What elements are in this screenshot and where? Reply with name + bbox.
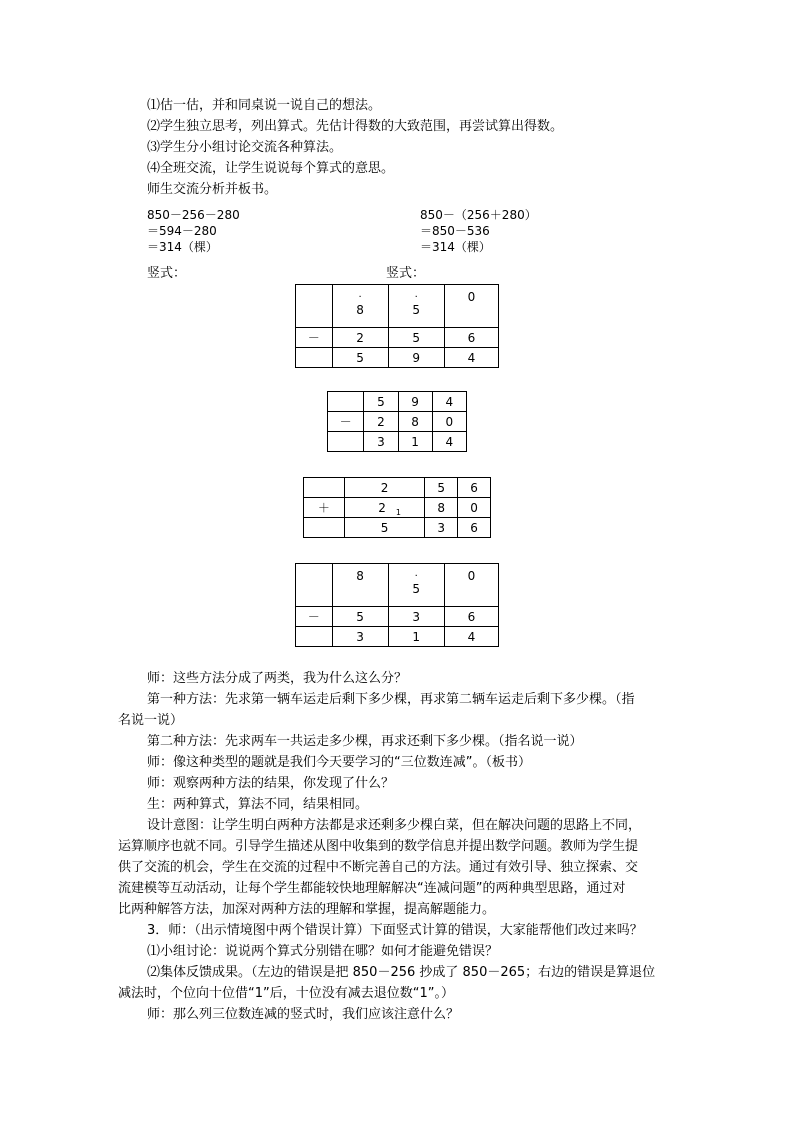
table-cell: 6 [444, 328, 498, 348]
vertical-calc-table-2 [327, 391, 467, 452]
table-cell: 5 [364, 392, 398, 412]
table-cell [296, 285, 333, 328]
table-cell [296, 564, 333, 607]
table-cell [304, 518, 345, 538]
table-cell: 5 [332, 348, 388, 368]
table-cell: 3 [388, 607, 444, 627]
table-cell: 6 [444, 607, 498, 627]
step-1: ⑴估一估，并和同桌说一说自己的想法。 [147, 98, 382, 113]
step-2: ⑵学生独立思考，列出算式。先估计得数的大致范围，再尝试算出得数。 [147, 119, 564, 134]
table-cell: 4 [432, 432, 466, 452]
calc-left-1: 850－256－280 [147, 208, 240, 222]
table-cell [328, 432, 364, 452]
table-cell: 0 [444, 564, 498, 607]
digit: 8 [356, 303, 364, 317]
para-7a: 设计意图：让学生明白两种方法都是求还剩多少棵白菜，但在解决问题的思路上不同， [147, 818, 642, 833]
step-4: ⑷全班交流，让学生说说每个算式的意思。 [147, 161, 395, 176]
table-cell: 2 [332, 328, 388, 348]
table-cell: 6 [458, 478, 491, 498]
para-5: 师：观察两种方法的结果，你发现了什么？ [147, 776, 395, 791]
calc-right-3: ＝314（棵） [420, 240, 491, 254]
table-cell [328, 392, 364, 412]
table-cell: 4 [432, 392, 466, 412]
para-7c: 供了交流的机会，学生在交流的过程中不断完善自己的方法。通过有效引导、独立探索、交 [118, 860, 639, 875]
carry-mark: 1 [395, 507, 401, 517]
table-cell: 8 [425, 498, 458, 518]
step-5: 师生交流分析并板书。 [147, 182, 278, 197]
table-cell: 5 [388, 328, 444, 348]
para-10a: ⑵集体反馈成果。（左边的错误是把 850－256 抄成了 850－265；右边的错误是算退位 [147, 965, 656, 980]
calc-left-2: ＝594－280 [147, 224, 217, 238]
para-4: 师：像这种类型的题就是我们今天要学习的“三位数连减”。（板书） [147, 755, 531, 770]
table-cell: 3 [425, 518, 458, 538]
table-cell: 8 [332, 564, 388, 607]
table-cell: ＋ [304, 498, 345, 518]
table-cell: － [328, 412, 364, 432]
table-cell [388, 564, 444, 607]
shushi-label-left: 竖式： [147, 266, 187, 281]
borrow-dot: · [414, 571, 418, 582]
table-cell [388, 285, 444, 328]
table-cell: 1 [398, 432, 432, 452]
calc-right-2: ＝850－536 [420, 224, 490, 238]
vertical-calc-table-1 [295, 284, 499, 368]
calc-right-1: 850－（256＋280） [420, 208, 537, 222]
table-cell: 8 [398, 412, 432, 432]
table-cell: 3 [364, 432, 398, 452]
table-cell [332, 285, 388, 328]
table-cell [304, 478, 345, 498]
vertical-calc-table-3 [303, 477, 491, 538]
table-cell: － [296, 328, 333, 348]
shushi-label-right: 竖式： [386, 266, 426, 281]
table-cell: 2 [344, 478, 425, 498]
table-cell: 5 [332, 607, 388, 627]
step-3: ⑶学生分小组讨论交流各种算法。 [147, 140, 343, 155]
digit: 5 [412, 582, 421, 596]
table-cell [344, 498, 425, 518]
vertical-calc-table-4 [295, 563, 499, 647]
table-cell: 3 [332, 627, 388, 647]
table-cell [296, 348, 333, 368]
table-cell: 0 [444, 285, 498, 328]
table-cell: 1 [388, 627, 444, 647]
digit: 2 [378, 500, 386, 515]
para-2a: 第一种方法：先求第一辆车运走后剩下多少棵，再求第二辆车运走后剩下多少棵。（指 [147, 692, 635, 707]
calc-left-3: ＝314（棵） [147, 240, 218, 254]
table-cell: － [296, 607, 333, 627]
para-11: 师：那么列三位数连减的竖式时，我们应该注意什么？ [147, 1007, 460, 1022]
para-10b: 减法时，个位向十位借“1”后，十位没有减去退位数“1”。） [118, 986, 454, 1001]
para-2b: 名说一说） [118, 713, 184, 728]
borrow-dot: · [414, 292, 418, 303]
para-3: 第二种方法：先求两车一共运走多少棵，再求还剩下多少棵。（指名说一说） [147, 734, 583, 749]
para-7e: 比两种解答方法，加深对两种方法的理解和掌握，提高解题能力。 [118, 902, 496, 917]
table-cell: 4 [444, 348, 498, 368]
table-cell: 5 [425, 478, 458, 498]
table-cell: 6 [458, 518, 491, 538]
digit: 5 [412, 303, 421, 317]
table-cell: 0 [458, 498, 491, 518]
table-cell: 5 [344, 518, 425, 538]
para-6: 生：两种算式，算法不同，结果相同。 [147, 797, 369, 812]
para-9: ⑴小组讨论：说说两个算式分别错在哪？如何才能避免错误？ [147, 944, 499, 959]
table-cell [296, 627, 333, 647]
para-7b: 运算顺序也就不同。引导学生描述从图中收集到的数学信息并提出数学问题。教师为学生提 [118, 839, 639, 854]
table-cell: 2 [364, 412, 398, 432]
borrow-dot: · [358, 292, 362, 303]
table-cell: 9 [398, 392, 432, 412]
table-cell: 0 [432, 412, 466, 432]
table-cell: 9 [388, 348, 444, 368]
table-cell: 4 [444, 627, 498, 647]
para-1: 师：这些方法分成了两类，我为什么这么分？ [147, 671, 408, 686]
para-8: 3．师：（出示情境图中两个错误计算）下面竖式计算的错误，大家能帮他们改过来吗？ [147, 923, 643, 938]
para-7d: 流建模等互动活动，让每个学生都能较快地理解解决“连减问题”的两种典型思路，通过对 [118, 881, 626, 896]
